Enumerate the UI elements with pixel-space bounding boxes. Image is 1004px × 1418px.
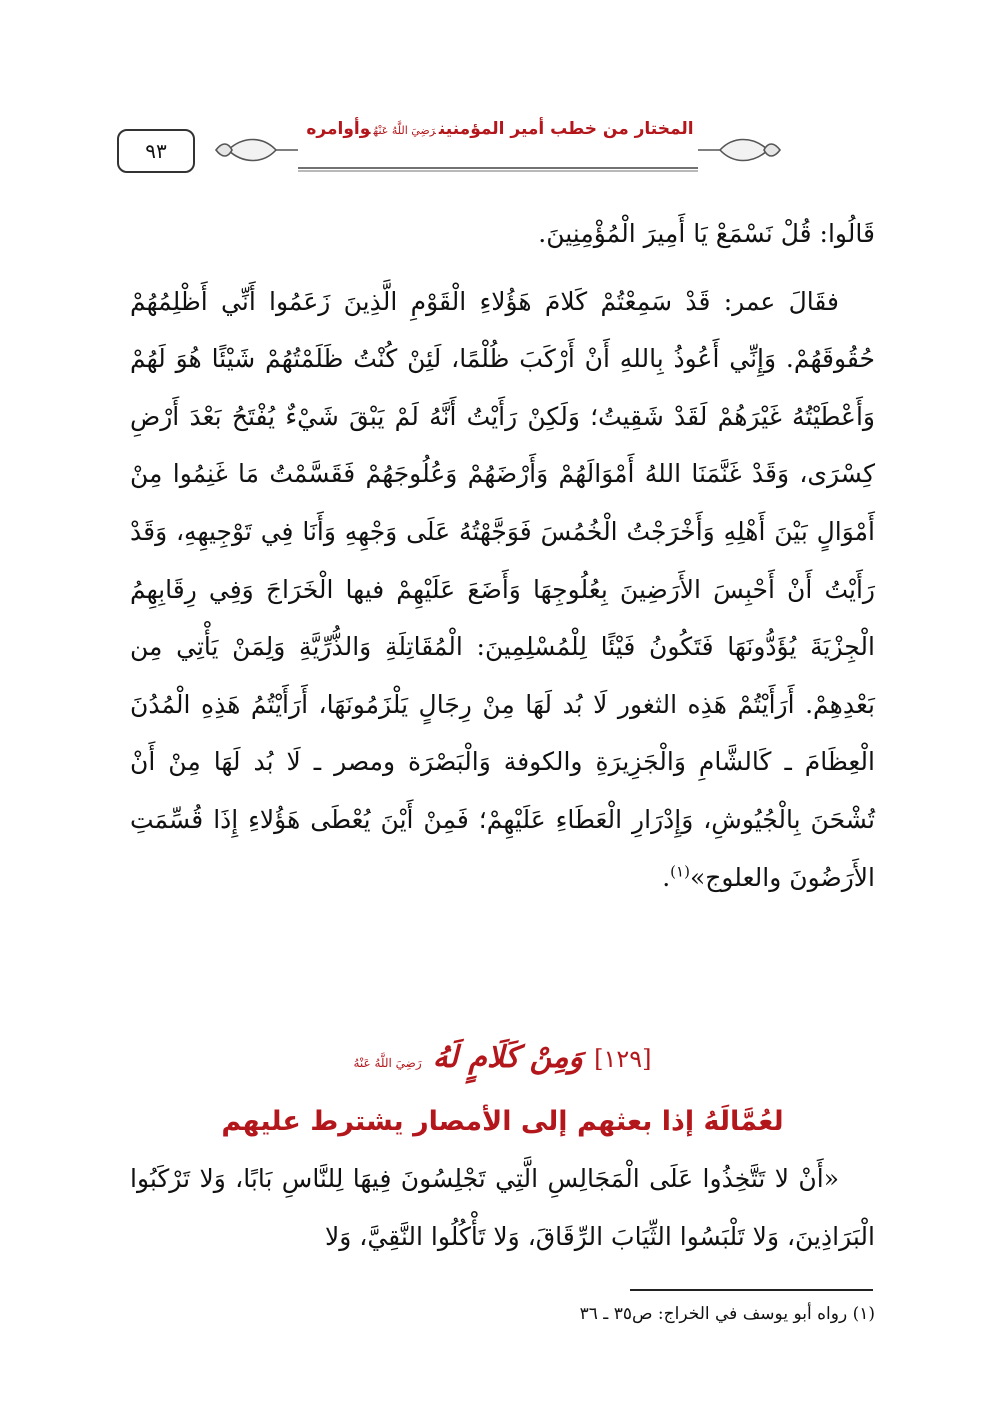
page-number xyxy=(117,129,195,173)
body-paragraph xyxy=(130,273,875,907)
quote-paragraph: «أَنْ لا تَتَّخِذُوا عَلَى الْمَجَالِسِ الَّتِي تَجْلِسُونَ فِيهَا لِلنَّاسِ بَابًا، وَلا تَرْكَبُوا الْبَرَاذِينَ، وَلا تَلْبَسُوا الثِّيَابَ الرِّقَاقَ، وَلا تَأْكُلُوا النَّقِيَّ، وَلا xyxy=(130,1164,875,1251)
body-paragraph-end: . xyxy=(662,862,671,892)
paragraph-gap xyxy=(130,263,875,273)
section-number: [١٢٩] xyxy=(594,1045,652,1073)
section-heading: وَمِنْ كَلَامٍ لَهُ xyxy=(432,1040,584,1075)
body-line-1: قَالُوا: قُلْ نَسْمَعْ يَا أَمِيرَ الْمُؤْمِنِينَ. xyxy=(538,219,875,248)
page-number-text: ٩٣ xyxy=(145,139,167,163)
header-suffix: وأوامره xyxy=(306,119,371,139)
main-text xyxy=(130,205,875,906)
footnote xyxy=(300,1300,875,1328)
footnote-text: رواه أبو يوسف في الخراج: ص٣٥ ـ ٣٦ xyxy=(579,1304,848,1324)
footnote-divider xyxy=(630,1289,873,1291)
header-title: المختار من خطب أمير المؤمنين xyxy=(438,119,694,139)
section-subtitle: لعُمَّالَهُ إذا بعثهم إلى الأمصار يشترط عليهم xyxy=(221,1106,784,1137)
section-title xyxy=(130,1035,875,1086)
section-honorific: رَضِيَ اللَّهُ عَنْهُ xyxy=(353,1056,422,1070)
footnote-marker: (١) xyxy=(852,1304,875,1324)
header-honorific: رَضِيَ اللَّهُ عَنْهُ xyxy=(373,124,436,137)
body-paragraph-text: فقَالَ عمر: قَدْ سَمِعْتُمْ كَلامَ هَؤُلاءِ الْقَوْمِ الَّذِينَ زَعَمُوا أَنِّي أَظْلِمُهُمْ حُقُوقَهُمْ. وَإِنِّي أَعُوذُ بِاللهِ أَنْ أَرْكَبَ ظُلْمًا، لَئِنْ كُنْتُ ظَلَمْتُهُمْ شَيْئًا هُوَ لَهُمْ وَأَعْطَيْتُهُ غَيْرَهُمْ لَقَدْ شَقِيتُ؛ وَلَكِنْ رَأَيْتُ أَنَّهُ لَمْ يَبْقَ شَيْءٌ يُفْتَحُ بَعْدَ أَرْضِ كِسْرَى، وَقَدْ غَنَّمَنَا اللهُ أَمْوَالَهُمْ وَأَرْضَهُمْ وَعُلُوجَهُمْ فَقَسَّمْتُ مَا غَنِمُوا مِنْ أَمْوَالٍ بَيْنَ أَهْلِهِ وَأَخْرَجْتُ الْخُمُسَ فَوَجَّهْتُهُ عَلَى وَجْهِهِ وَأَنَا فِي تَوْجِيهِهِ، وَقَدْ رَأَيْتُ أَنْ أَحْبِسَ الأَرَضِينَ بِعُلُوجِهَا وَأَضَعَ عَلَيْهِمْ فيها الْخَرَاجَ وَفِي رِقَابِهِمُ الْجِزْيَةَ يُؤَدُّونَهَا فَتَكُونُ فَيْئًا لِلْمُسْلِمِينَ: الْمُقَاتِلَةِ وَالذُّرِّيَّةِ وَلِمَنْ يَأْتِي مِن بَعْدِهِمْ. أَرَأَيْتُمْ هَذِه الثغور لَا بُد لَهَا مِنْ رِجَالٍ يَلْزَمُونَهَا، أَرَأَيْتُمُ هَذِهِ الْمُدُنَ الْعِظَامَ ـ كَالشَّامِ وَالْجَزِيرَةِ والكوفة وَالْبَصْرَة ومصر ـ لَا بُد لَهَا مِنْ أَنْ تُشْحَنَ بِالْجُيُوشِ، وَإِدْرَارِ الْعَطَاءِ عَلَيْهِمْ؛ فَمِنْ أَيْنَ يُعْطَى هَؤُلاءِ إِذَا قُسِّمَتِ الأَرَضُونَ والعلوج» xyxy=(130,286,875,892)
footnote-reference: (١) xyxy=(670,862,690,881)
running-header xyxy=(290,118,710,142)
quote-text xyxy=(130,1150,875,1265)
